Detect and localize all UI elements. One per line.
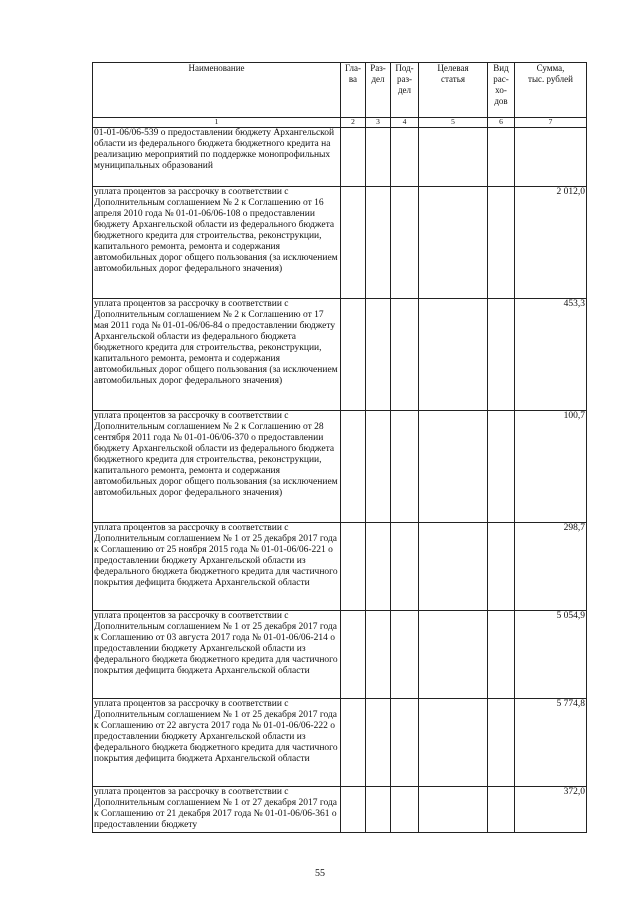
column-number: 3: [366, 118, 391, 128]
row-target: [419, 187, 488, 299]
row-subsection: [391, 128, 419, 187]
row-expense-type: [488, 611, 515, 699]
header-row: [93, 63, 587, 118]
row-subsection: [391, 299, 419, 411]
row-amount: 298,7: [515, 523, 587, 611]
header-name: Наименование: [93, 63, 341, 118]
row-subsection: [391, 611, 419, 699]
column-number-row: [93, 118, 587, 128]
table-row: [93, 128, 587, 187]
row-section: [366, 699, 391, 787]
row-amount: 100,7: [515, 411, 587, 523]
row-name: уплата процентов за рассрочку в соответствии с Дополнительным соглашением № 1 от 27 декабря 2017 года к Соглашению от 21 декабря 2017 года № 01-01-06/06-361 о предоставлении бюджету: [93, 787, 341, 833]
row-expense-type: [488, 411, 515, 523]
row-name: уплата процентов за рассрочку в соответствии с Дополнительным соглашением № 2 к Соглашению от 16 апреля 2010 года № 01-01-06/06-108 о предоставлении бюджету Архангельской области из федерального бюджета бюджетного кредита для строительства, реконструкции, капитального ремонта, ремонта и содержания автомобильных дорог общего пользования (за исключением автомобильных дорог федерального значения): [93, 187, 341, 299]
row-chapter: [341, 128, 366, 187]
table-row: [93, 299, 587, 411]
row-chapter: [341, 523, 366, 611]
column-number: 4: [391, 118, 419, 128]
row-target: [419, 699, 488, 787]
row-chapter: [341, 787, 366, 833]
row-section: [366, 299, 391, 411]
row-amount: 372,0: [515, 787, 587, 833]
header-amount: Сумма, тыс. рублей: [515, 63, 587, 118]
row-amount: 453,3: [515, 299, 587, 411]
row-target: [419, 523, 488, 611]
row-subsection: [391, 411, 419, 523]
row-amount: 5 054,9: [515, 611, 587, 699]
row-name: уплата процентов за рассрочку в соответствии с Дополнительным соглашением № 1 от 25 декабря 2017 года к Соглашению от 03 августа 2017 года № 01-01-06/06-214 о предоставлении бюджету Архангельской области из федерального бюджета бюджетного кредита для частичного покрытия дефицита бюджета Архангельской области: [93, 611, 341, 699]
row-chapter: [341, 299, 366, 411]
header-chapter: Гла- ва: [341, 63, 366, 118]
row-subsection: [391, 787, 419, 833]
row-section: [366, 611, 391, 699]
column-number: 7: [515, 118, 587, 128]
row-chapter: [341, 611, 366, 699]
row-target: [419, 128, 488, 187]
header-subsection: Под- раз- дел: [391, 63, 419, 118]
row-name: уплата процентов за рассрочку в соответствии с Дополнительным соглашением № 2 к Соглашению от 17 мая 2011 года № 01-01-06/06-84 о предоставлении бюджету Архангельской области из федерального бюджета бюджетного кредита для строительства, реконструкции, капитального ремонта, ремонта и содержания автомобильных дорог общего пользования (за исключением автомобильных дорог федерального значения): [93, 299, 341, 411]
column-number: 1: [93, 118, 341, 128]
column-number: 5: [419, 118, 488, 128]
row-expense-type: [488, 699, 515, 787]
row-expense-type: [488, 128, 515, 187]
row-amount: 5 774,8: [515, 699, 587, 787]
header-expense-type: Вид рас- хо- дов: [488, 63, 515, 118]
row-name: уплата процентов за рассрочку в соответствии с Дополнительным соглашением № 1 от 25 декабря 2017 года к Соглашению от 22 августа 2017 года № 01-01-06/06-222 о предоставлении бюджету Архангельской области из федерального бюджета бюджетного кредита для частичного покрытия дефицита бюджета Архангельской области: [93, 699, 341, 787]
row-chapter: [341, 699, 366, 787]
row-subsection: [391, 699, 419, 787]
table-row: [93, 187, 587, 299]
header-target: Целевая статья: [419, 63, 488, 118]
row-name: 01-01-06/06-539 о предоставлении бюджету Архангельской области из федерального бюджета бюджетного кредита на реализацию мероприятий по поддержке монопрофильных муниципальных образований: [93, 128, 341, 187]
row-target: [419, 787, 488, 833]
row-amount: 2 012,0: [515, 187, 587, 299]
table-row: [93, 611, 587, 699]
header-section: Раз- дел: [366, 63, 391, 118]
row-chapter: [341, 411, 366, 523]
column-number: 6: [488, 118, 515, 128]
row-section: [366, 128, 391, 187]
table-row: [93, 699, 587, 787]
row-name: уплата процентов за рассрочку в соответствии с Дополнительным соглашением № 2 к Соглашению от 28 сентября 2011 года № 01-01-06/06-370 о предоставлении бюджету Архангельской области из федерального бюджета бюджетного кредита для строительства, реконструкции, капитального ремонта, ремонта и содержания автомобильных дорог общего пользования (за исключением автомобильных дорог федерального значения): [93, 411, 341, 523]
row-amount: [515, 128, 587, 187]
row-target: [419, 411, 488, 523]
row-section: [366, 187, 391, 299]
column-number: 2: [341, 118, 366, 128]
row-expense-type: [488, 787, 515, 833]
row-subsection: [391, 523, 419, 611]
row-chapter: [341, 187, 366, 299]
row-expense-type: [488, 187, 515, 299]
row-section: [366, 411, 391, 523]
table-row: [93, 411, 587, 523]
page-number: 55: [315, 868, 325, 879]
table-row: [93, 787, 587, 833]
row-name: уплата процентов за рассрочку в соответствии с Дополнительным соглашением № 1 от 25 декабря 2017 года к Соглашению от 25 ноября 2015 года № 01-01-06/06-221 о предоставлении бюджету Архангельской области из федерального бюджета бюджетного кредита для частичного покрытия дефицита бюджета Архангельской области: [93, 523, 341, 611]
row-section: [366, 523, 391, 611]
row-target: [419, 611, 488, 699]
row-section: [366, 787, 391, 833]
row-expense-type: [488, 299, 515, 411]
row-target: [419, 299, 488, 411]
row-subsection: [391, 187, 419, 299]
budget-table: [92, 62, 587, 833]
table-row: [93, 523, 587, 611]
row-expense-type: [488, 523, 515, 611]
